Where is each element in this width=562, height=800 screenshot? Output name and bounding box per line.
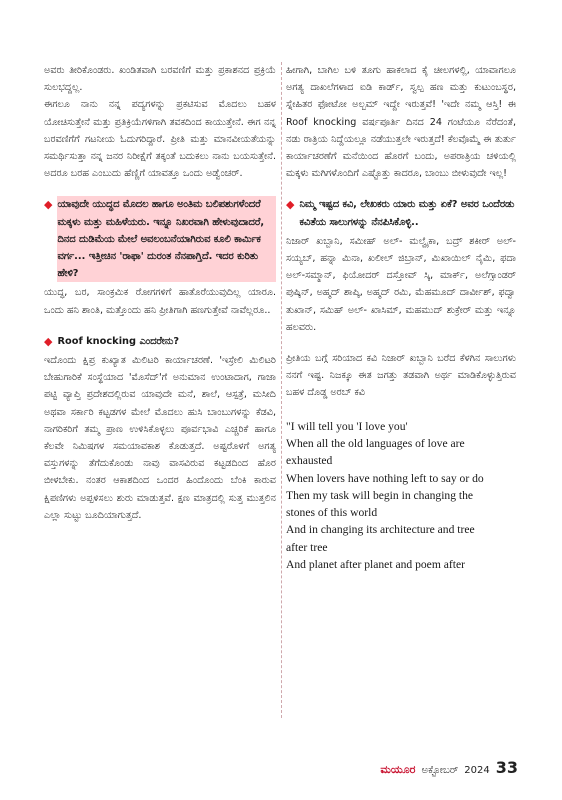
question-heading [44, 196, 276, 282]
poem-line: When all the old languages of love are [286, 436, 465, 450]
diamond-bullet-icon: ◆ [44, 334, 53, 348]
paragraph: ಪ್ರೀತಿಯ ಬಗ್ಗೆ ಸರಿಯಾದ ಕವಿ ನಿಜಾರ್ ಖಬ್ಬಾನಿ ಬರೆದ ಕೆಳಗಿನ ಸಾಲುಗಳು ನನಗೆ ಇಷ್ಟ. ನಿಜಕ್ಕೂ ಈತ ಜಗತ್ತು ತಡವಾಗಿ ಅರ್ಥ ಮಾಡಿಕೊಳ್ಳುತ್ತಿರುವ ಬಹಳ ದೊಡ್ಡ ಅರಬ್ ಕವಿ [286, 353, 516, 399]
question-text: ಯಾವುದೇ ಯುದ್ಧದ ಮೊದಲ ಹಾಗೂ ಅಂತಿಮ ಬಲಿಪಶುಗಳೆಂದರೆ ಮಕ್ಕಳು ಮತ್ತು ಮಹಿಳೆಯರು. ಇನ್ನೂ ನಿಖರವಾಗಿ ಹೇಳುವುದಾದರೆ, ದಿನದ ದುಡಿಮೆಯ ಮೇಲೆ ಅವಲಂಬನೆಯಾಗಿರುವ ಕೂಲಿ ಕಾರ್ಮಿಕ ವರ್ಗ... ಇತ್ತೀಚಿನ 'ರಾಫಾ' ದುರಂತ ನೆನಪಾಗ್ತಿದೆ. ಇದರ ಕುರಿತು ಹೇಳಿ? [57, 196, 276, 282]
issue-year: 2024 [464, 765, 490, 776]
paragraph: ಹೀಗಾಗಿ, ಬಾಗಿಲ ಬಳಿ ತೂಗು ಹಾಕಲಾದ ಕೈ ಚೀಲಗಳಲ್ಲಿ, ಯಾವಾಗಲೂ ಅಗತ್ಯ ದಾಖಲೆಗಳಾದ ಐಡಿ ಕಾರ್ಡ್, ಸ್ವಲ್ಪ ಹಣ ಮತ್ತು ಕುಟುಂಬಸ್ಥರ, ಸ್ನೇಹಿತರ ಫೋಟೋ ಅಲ್ಬಮ್ ಇದ್ದೇ ಇರುತ್ತವೆ! 'ಇದೇ ನಮ್ಮ ಆಸ್ತಿ! ಈ Roof knocking ವರ್ಷಪೂರ್ತಿ ದಿನದ 24 ಗಂಟೆಯೂ ನೆರೆದಂತೆ, ನಡು ರಾತ್ರಿಯ ನಿದ್ದೆಯಲ್ಲೂ ನಡೆಯುತ್ತಲೇ ಇರುತ್ತದೆ! ಕೆಲವೊಮ್ಮೆ ಈ ತುರ್ತು ಕಾರ್ಯಾಚರಣೆಗೆ ಮನೆಯಿಂದ ಹೊರಗೆ ಬಂದು, ಅಪರಾತ್ರಿಯ ಚಳಿಯಲ್ಲಿ ಮಕ್ಕಳು ಮಗಿಗಳೊಂದಿಗೆ ಎಷ್ಟೊತ್ತು ಕಾದರೂ, ಬಾಂಬು ಬೀಳುವುದೇ ಇಲ್ಲ! [286, 65, 516, 180]
paragraph: ಈಗಲೂ ನಾನು ನನ್ನ ಪದ್ಯಗಳನ್ನು ಪ್ರಕಟಿಸುವ ಮೊದಲು ಬಹಳ ಯೋಚಿಸುತ್ತೇನೆ ಮತ್ತು ಪ್ರತಿಕ್ರಿಯೆಗಳಿಗಾಗಿ ತವಕದಿಂದ ಕಾಯುತ್ತೇನೆ. ಈಗ ನನ್ನ ಬರವಣಿಗೆಗೆ ಗಟನೀಯ ಓದುಗರಿದ್ದಾರೆ. ಪ್ರೀತಿ ಮತ್ತು ಮಾನವೀಯತೆಯನ್ನು ಸಮರ್ಥಿಸುತ್ತಾ ನನ್ನ ಜನರ ನಿರೀಕ್ಷೆಗೆ ತಕ್ಕಂತೆ ಬದುಕಲು ನಾನು ಬಯಸುತ್ತೇನೆ. ಅದರೂ ಬರಹ ಎಂಬುದು ಹೆಣ್ಣಿಗೆ ಯಾವತ್ತೂ ಒಂದು ಅಡ್ವೆಂಚರ್. [44, 99, 276, 180]
answer-paragraph: ಯುದ್ಧ, ಬರ, ಸಾಂಕ್ರಮಿಕ ರೋಗಗಳಿಗೆ ಹಾತೊರೆಯುವುದಿಲ್ಲ ಯಾರೂ. ಒಂದು ಹನಿ ಶಾಂತಿ, ಮತ್ತೊಂದು ಹನಿ ಪ್ರೀತಿಗಾಗಿ ಹಣಗುತ್ತೇವೆ ನಾವೆಲ್ಲರೂ.. [44, 287, 276, 316]
question-heading [286, 196, 516, 230]
diamond-bullet-icon: ◆ [286, 198, 295, 212]
column-divider [281, 62, 282, 718]
intro-paragraph: ಅವರು ತೀರಿಕೊಂಡರು. ಖಂಡಿತವಾಗಿ ಬರವಣಿಗೆ ಮತ್ತು ಪ್ರಕಾಶನದ ಪ್ರಕ್ರಿಯೆ ಸುಲಭದ್ದಲ್ಲ. [44, 65, 276, 94]
question-heading [44, 333, 276, 350]
poem-line: exhausted [286, 454, 333, 468]
page-footer [380, 758, 518, 777]
poem-line: And planet after planet and poem after [286, 558, 465, 572]
right-column [286, 62, 516, 573]
poem-excerpt [286, 418, 516, 574]
issue-month: ಅಕ್ಟೋಬರ್ [421, 765, 459, 776]
poem-line: stones of this world [286, 506, 378, 520]
left-column [44, 62, 276, 538]
question-text: Roof knocking ಎಂದರೇನು? [57, 335, 180, 347]
question-text: ನಿಮ್ಮ ಇಷ್ಟದ ಕವಿ, ಲೇಖಕರು ಯಾರು ಮತ್ತು ಏಕೆ? ಅವರ ಒಂದೆರಡು ಕವಿತೆಯ ಸಾಲುಗಳನ್ನು ನೆನಪಿಸಿಕೊಳ್ಳಿ.. [299, 199, 515, 228]
poem-line: "I will tell you 'I love you' [286, 419, 408, 433]
poem-line: When lovers have nothing left to say or do [286, 471, 484, 485]
magazine-logo: ಮಯೂರ [380, 763, 416, 776]
poem-line: And in changing its architecture and tree [286, 523, 475, 537]
answer-paragraph: ಇದೊಂದು ಕ್ಷಿಪ್ರ ಕುಖ್ಯಾತ ಮಿಲಿಟರಿ ಕಾರ್ಯಾಚರಣೆ. 'ಇಸ್ರೇಲಿ ಮಿಲಿಟರಿ ಬೇಹುಗಾರಿಕೆ ಸಂಸ್ಥೆಯಾದ 'ಮೊಸೆದ್'ಗೆ ಅನುಮಾನ ಉಂಟಾದಾಗ, ಗಾಜಾ ಪಟ್ಟಿ ವ್ಯಾಪ್ತಿ ಪ್ರದೇಶದಲ್ಲಿರುವ ಯಾವುದೇ ಮನೆ, ಶಾಲೆ, ಆಸ್ಪತ್ರೆ, ಮಸೀದಿ ಅಥವಾ ಸರ್ಕಾರಿ ಕಟ್ಟಡಗಳ ಮೇಲೆ ಮೊದಲು ಹುಸಿ ಬಾಂಬುಗಳನ್ನು ಕೆಡವಿ, ನಾಗರಿಕರಿಗೆ ತಮ್ಮ ಪ್ರಾಣ ಉಳಿಸಿಕೊಳ್ಳಲು ಪೂರ್ವಭಾವಿ ಎಚ್ಚರಿಕೆ ಹಾಗೂ ಕೆಲವೇ ನಿಮಿಷಗಳ ಸಮಯಾವಕಾಶ ಕೊಡುತ್ತದೆ. ಅಷ್ಟರೊಳಗೆ ಅಗತ್ಯ ವಸ್ತುಗಳನ್ನು ತೆಗೆದುಕೊಂಡು ನಾವು ವಾಸವಿರುವ ಕಟ್ಟಡದಿಂದ ಹೊರ ಬೀಳಬೇಕು. ನಂತರ ಆಕಾಶದಿಂದ ಒಂದರ ಹಿಂದೊಂದು ಬೆಂಕಿ ಕಾರುವ ಕ್ಷಿಪಣಿಗಳು ಅಪ್ಪಳಿಸಲು ಶುರು ಮಾಡುತ್ತವೆ. ಕ್ಷಣ ಮಾತ್ರದಲ್ಲಿ ಸುತ್ತ ಮುತ್ತಲಿನ ಎಲ್ಲಾ ಸುಟ್ಟು ಬೂದಿಯಾಗುತ್ತದೆ. [44, 355, 276, 521]
poem-line: Then my task will begin in changing the [286, 488, 474, 502]
diamond-bullet-icon: ◆ [44, 198, 53, 212]
poem-line: after tree [286, 540, 328, 554]
answer-paragraph: ನಿಜಾರ್ ಖಬ್ಬಾನಿ, ಸಮೀಹ್ ಅಲ್- ಮಲ್ವೈಕಾ, ಬದ್ರ್ ಶಕೀರ್ ಅಲ್-ಸಯ್ಯಬ್, ಹನ್ನಾ ಮಿನಾ, ಖಲೀಲ್ ಜಿಬ್ರಾನ್, ಮಿಖಾಯಿಲ್ ನೈಮಿ, ಫದಾ ಅಲ್-ಸಮ್ಮಾನ್, ಫಿಯೋದರ್ ದಸ್ತೋವ್ ಸ್ಕಿ, ಮಾರ್ಕ್, ಅಲೆಗ್ಸಾಂಡರ್ ಪುಷ್ಕಿನ್, ಅಹ್ಮದ್ ಶಾಪ್ಕಿ, ಅಹ್ಮದ್ ರಮಿ, ಮೆಹಮೂದ್ ದಾರ್ವೀಶ್, ಫದ್ವಾ ತುಖಾನ್, ಸಮಿಹ್ ಅಲ್- ಖಾಸಿಮ್, ಮಹಮುದ್ ಶುಕ್ರೇರ್ ಮತ್ತು ಇನ್ನೂ ಹಲವರು. [286, 235, 516, 333]
page-number: 33 [495, 758, 518, 777]
